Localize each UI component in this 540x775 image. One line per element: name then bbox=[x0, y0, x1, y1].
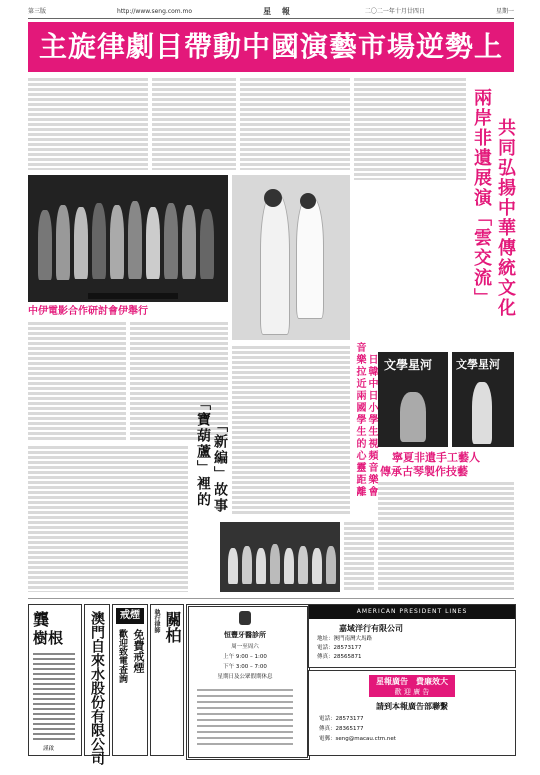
main-headline: 主旋律劇目帶動中國演藝市場逆勢上 bbox=[28, 22, 514, 72]
ad7-phone: 電話：28573177 bbox=[319, 716, 364, 722]
ad1-fine-print bbox=[33, 653, 75, 743]
stage-banner-2: 文學星河 bbox=[456, 358, 500, 371]
ad5-line-2: 上午 9:00 – 1:00 bbox=[223, 654, 267, 660]
tooth-icon bbox=[239, 611, 251, 625]
ad1-brand-main: 樹根 bbox=[33, 629, 64, 647]
article-text-col-8 bbox=[378, 482, 514, 592]
ad-dental[interactable] bbox=[186, 604, 310, 760]
ad5-line-1: 周一至周六 bbox=[231, 644, 259, 650]
ad5-fine-print bbox=[197, 689, 293, 745]
article-text-col-4 bbox=[354, 78, 466, 180]
crafts-heading-2: 傳承古琴製作技藝 bbox=[380, 465, 468, 478]
story-left-bottom-heading-1: 「寶葫蘆」裡的 bbox=[195, 396, 211, 508]
ad6-logo: AMERICAN PRESIDENT LINES bbox=[309, 605, 515, 619]
story-right-heading-1: 兩岸非遺展演「雲交流」 bbox=[471, 88, 492, 308]
article-text-col-10 bbox=[344, 522, 374, 592]
story-middle-heading-2: 日韓中日小學生視頻音樂會 bbox=[366, 354, 377, 498]
ad3-text: 免費戒煙 bbox=[132, 629, 145, 673]
website-url[interactable]: http://www.seng.com.mo bbox=[117, 8, 193, 15]
ad2-text: 澳門自來水股份有限公司 bbox=[89, 611, 105, 765]
article-text-col-3 bbox=[240, 78, 350, 170]
ad6-line-1: 地址：澳門南灣大馬路 bbox=[317, 636, 373, 642]
stage-banner-1: 文學星河 bbox=[384, 358, 433, 372]
ad5-line-4: 星期日及公眾假期休息 bbox=[217, 674, 273, 680]
ad-macau-water[interactable] bbox=[84, 604, 110, 765]
photo-dancers bbox=[220, 522, 340, 592]
story-middle-heading-1: 音樂拉近兩國學生的心靈距離 bbox=[354, 342, 365, 498]
ad7-email[interactable]: 電郵：seng@macau.ctm.net bbox=[319, 736, 396, 742]
story-left-bottom-heading-2: 「新編」故事 bbox=[212, 418, 228, 514]
ad7-invite: 請到本報廣告部聯繫 bbox=[376, 702, 448, 711]
ad7-fax: 傳真：28365177 bbox=[319, 726, 364, 732]
ad3-title: 戒煙 bbox=[116, 608, 144, 624]
ad3-text2: 歡迎致電查詢 bbox=[117, 629, 127, 683]
masthead bbox=[28, 6, 514, 19]
ad1-brand-top: 龔 bbox=[33, 610, 50, 629]
photo-stage-group bbox=[28, 175, 228, 302]
ad6-company: 嘉域洋行有限公司 bbox=[339, 624, 403, 633]
ad5-title: 恒豐牙醫診所 bbox=[224, 631, 266, 639]
page-number: 第三版 bbox=[28, 8, 47, 15]
photo-caption-heading: 中伊電影合作研討會伊舉行 bbox=[28, 306, 148, 317]
ad6-line-2: 電話：28573177 bbox=[317, 645, 362, 651]
article-text-col-9 bbox=[28, 446, 188, 592]
story-right-heading-2: 共同弘揚中華傳統文化 bbox=[495, 118, 516, 318]
ad-lawyer[interactable] bbox=[150, 604, 184, 756]
photo-two-women bbox=[232, 175, 350, 340]
ad5-line-3: 下午 3:00 – 7:00 bbox=[223, 664, 267, 670]
ad4-name: 關柏 bbox=[163, 611, 182, 643]
ad-gong-shugen[interactable] bbox=[28, 604, 82, 756]
ad-shipping[interactable] bbox=[308, 604, 516, 668]
weekday: 星期一 bbox=[495, 8, 514, 15]
issue-date: 二〇二一年十月廿四日 bbox=[364, 8, 425, 15]
article-text-col-2 bbox=[152, 78, 236, 170]
paper-name: 星 報 bbox=[263, 7, 294, 16]
ad7-title: 星報廣告 費廉效大 bbox=[376, 677, 448, 686]
ad1-tag: 謹啟 bbox=[43, 746, 55, 752]
article-text-col-1 bbox=[28, 78, 148, 170]
ad-seng-po-advertising[interactable] bbox=[308, 670, 516, 756]
photo-guitarist bbox=[378, 352, 448, 447]
article-text-col-7 bbox=[232, 346, 350, 516]
ad7-sub: 歡 迎 廣 告 bbox=[394, 688, 430, 696]
article-text-col-5 bbox=[28, 322, 126, 442]
crafts-heading-1: 寧夏非遺手工藝人 bbox=[392, 451, 480, 464]
photo-performer bbox=[452, 352, 514, 447]
ad6-line-3: 傳真：28565871 bbox=[317, 654, 362, 660]
ad-quit-smoking[interactable] bbox=[112, 604, 148, 756]
ads-divider bbox=[28, 598, 514, 599]
ad4-title: 執行律師 bbox=[153, 609, 160, 633]
